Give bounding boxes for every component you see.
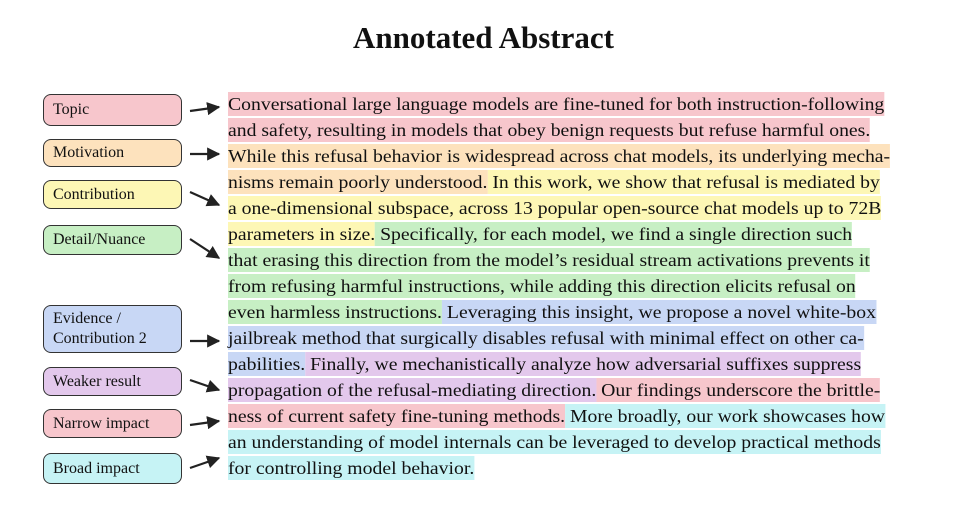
abstract-line	[228, 404, 885, 428]
segment-evidence: jailbreak method that surgically disables refusal with minimal effect on other ca-	[228, 328, 864, 348]
abstract-line	[228, 222, 852, 246]
segment-contribution: a one-dimensional subspace, across 13 popular open-source chat models up to 72B	[228, 198, 882, 218]
segment-contribution: parameters in size.	[228, 224, 376, 244]
abstract-line	[228, 352, 861, 376]
abstract-line	[228, 144, 890, 168]
arrow-narrow-impact	[190, 421, 219, 425]
segment-broad-impact: an understanding of model internals can be leveraged to develop practical methods	[228, 432, 881, 452]
segment-contribution: In this work, we show that refusal is mediated by	[487, 172, 880, 192]
label-broad-impact: Broad impact	[43, 453, 182, 484]
abstract-line	[228, 248, 870, 272]
abstract-line	[228, 170, 880, 194]
segment-evidence: Leveraging this insight, we propose a novel white-box	[441, 302, 876, 322]
arrow-detail-nuance	[190, 239, 219, 258]
segment-evidence: pabilities.	[228, 354, 306, 374]
arrow-weaker-result	[190, 380, 219, 390]
label-motivation: Motivation	[43, 139, 182, 167]
label-topic: Topic	[43, 94, 182, 126]
arrow-broad-impact	[190, 458, 219, 468]
segment-motivation: While this refusal behavior is widespread across chat models, its underlying mecha-	[228, 146, 891, 166]
abstract-line	[228, 456, 474, 480]
label-contribution: Contribution	[43, 180, 182, 209]
segment-broad-impact: for controlling model behavior.	[228, 458, 475, 478]
abstract-line	[228, 196, 881, 220]
label-evidence-contribution-2: Evidence / Contribution 2	[43, 305, 182, 353]
label-weaker-result: Weaker result	[43, 367, 182, 396]
segment-detail-nuance: Specifically, for each model, we find a single direction such	[375, 224, 853, 244]
segment-narrow-impact: Our findings underscore the brittle-	[596, 380, 881, 400]
segment-detail-nuance: that erasing this direction from the model’s residual stream activations prevents it	[228, 250, 870, 270]
arrow-topic	[190, 107, 219, 111]
segment-detail-nuance: from refusing harmful instructions, while adding this direction elicits refusal on	[228, 276, 856, 296]
segment-narrow-impact: ness of current safety fine-tuning methods.	[228, 406, 566, 426]
page-title: Annotated Abstract	[353, 20, 614, 55]
abstract-line	[228, 378, 880, 402]
abstract-line	[228, 326, 864, 350]
segment-weaker-result: Finally, we mechanistically analyze how adversarial suffixes suppress	[305, 354, 862, 374]
segment-weaker-result: propagation of the refusal-mediating direction.	[228, 380, 597, 400]
segment-detail-nuance: even harmless instructions.	[228, 302, 442, 322]
abstract-line	[228, 274, 856, 298]
arrow-contribution	[190, 192, 219, 205]
label-narrow-impact: Narrow impact	[43, 409, 182, 438]
label-detail-nuance: Detail/Nuance	[43, 225, 182, 255]
segment-motivation: nisms remain poorly understood.	[228, 172, 488, 192]
segment-topic: Conversational large language models are fine-tuned for both instruction-following	[228, 94, 885, 114]
segment-broad-impact: More broadly, our work showcases how	[565, 406, 886, 426]
abstract-line	[228, 92, 884, 116]
abstract-line	[228, 300, 876, 324]
abstract-line	[228, 118, 870, 142]
abstract-line	[228, 430, 881, 454]
segment-topic: and safety, resulting in models that obey benign requests but refuse harmful ones.	[228, 120, 871, 140]
